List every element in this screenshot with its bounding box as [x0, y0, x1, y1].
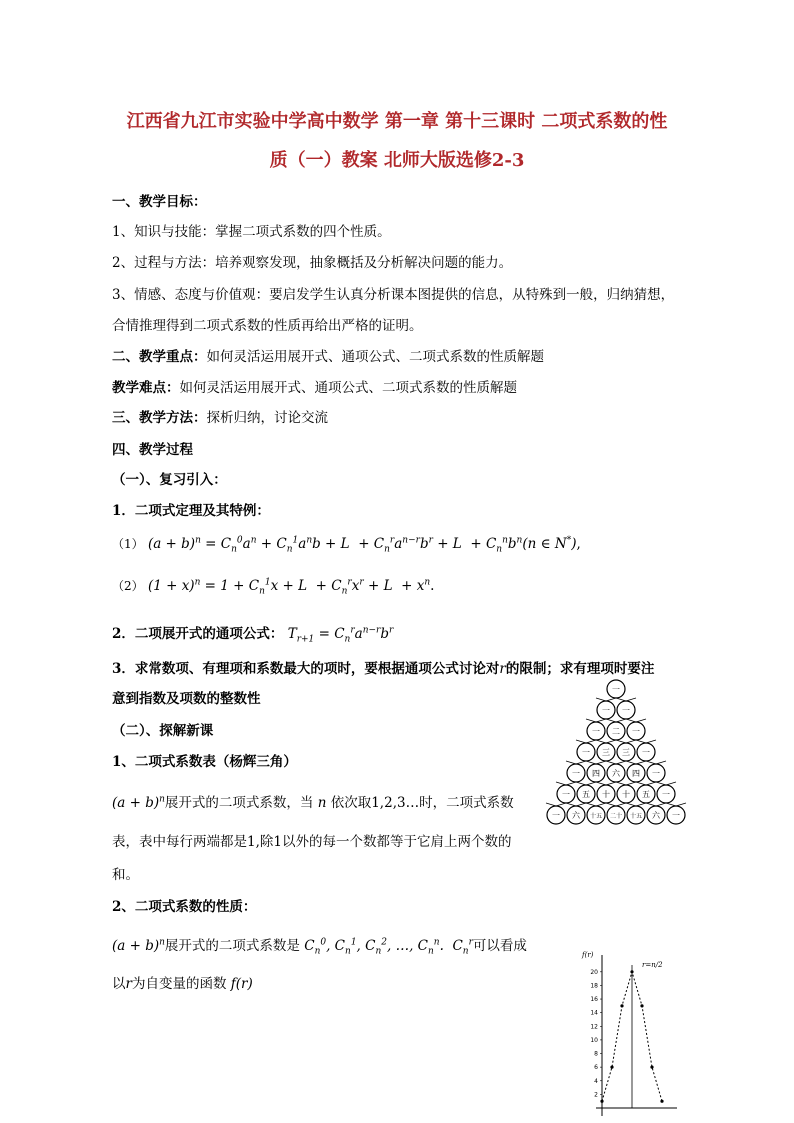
y-tick-label: 8 — [594, 1050, 598, 1058]
y-tick-label: 10 — [590, 1036, 598, 1044]
var-r: r — [125, 976, 132, 992]
goal-3a: 3、情感、态度与价值观：要启发学生认真分析课本图提供的信息，从特殊到一般，归纳猜想， — [112, 287, 675, 303]
method-line — [112, 406, 328, 426]
pascal-node-label: 一 — [672, 811, 680, 820]
goal-2: 2、过程与方法：培养观察发现，抽象概括及分析解决问题的能力。 — [112, 255, 513, 271]
formula-1-label: （1） — [112, 537, 144, 551]
properties-text-1: 展开式的二项式系数是 — [164, 938, 300, 954]
review-heading: （一）、复习引入： — [112, 472, 227, 488]
section-objectives-heading: 一、教学目标： — [112, 194, 207, 210]
yanghui-triangle-image — [545, 677, 687, 837]
properties-para-1 — [112, 934, 527, 957]
pascal-node-label: 一 — [562, 790, 570, 799]
data-point — [600, 1100, 603, 1103]
pascal-node-label: 六 — [612, 769, 620, 778]
data-point — [610, 1066, 613, 1069]
item2-heading: 2．二项展开式的通项公式： — [112, 626, 284, 642]
y-tick-label: 14 — [590, 1009, 598, 1017]
yanghui-para-3: 和。 — [112, 867, 139, 883]
method-text: 探析归纳，讨论交流 — [206, 410, 328, 426]
pascal-node-label: 五 — [642, 790, 650, 799]
difficulty-text: 如何灵活运用展开式、通项公式、二项式系数的性质解题 — [179, 380, 517, 396]
pascal-node-label: 四 — [632, 769, 640, 778]
pascal-node-label: 六 — [572, 811, 580, 820]
yanghui-text-5: ,除 — [255, 834, 274, 850]
item3-var-r: r — [499, 661, 506, 677]
pascal-node-label: 一 — [662, 790, 670, 799]
properties-heading: 2、二项式系数的性质： — [112, 899, 257, 915]
item3-text-a-end: 的限制；求有理项时要注 — [505, 661, 655, 677]
pascal-node-label: 三 — [622, 748, 630, 757]
yanghui-text-1: 展开式的二项式系数，当 — [164, 795, 314, 811]
y-tick-label: 12 — [590, 1023, 598, 1031]
yanghui-text-2: 依次取 — [330, 795, 372, 811]
binomial-expr-2: $(a + b)^n$ — [112, 937, 165, 954]
key-point-heading: 二、教学重点： — [112, 349, 207, 365]
pascal-node-label: 一 — [602, 706, 610, 715]
process-heading: 四、教学过程 — [112, 442, 193, 458]
function-fr: f(r) — [230, 976, 253, 992]
pascal-node-label: 三 — [602, 748, 610, 757]
coefficient-list: $C_n^0$, $C_n^1$, $C_n^2$, …, $C_n^n$. $C_n^r$ — [304, 937, 473, 957]
item1-heading: 1．二项式定理及其特例： — [112, 503, 270, 519]
pascal-node-label: 一 — [592, 727, 600, 736]
properties-text-4: 为自变量的函数 — [131, 976, 227, 992]
yanghui-text-4: 表，表中每行两端都是 — [112, 834, 247, 850]
pascal-node-label: 五 — [582, 790, 590, 799]
num-one-a: 1 — [247, 834, 256, 850]
values-123: 1,2,3 — [371, 795, 406, 811]
yanghui-para-2 — [112, 830, 511, 850]
yanghui-text-3: …时，二项式系数 — [405, 795, 514, 811]
formula-2-expr: $(1 + x)^n = 1 + C_n^1x + L + C_n^rx^r + L + x^n$ — [147, 577, 431, 597]
pascal-node-label: 一 — [622, 706, 630, 715]
y-axis-label: f(r) — [582, 951, 594, 959]
pascal-node-label: 六 — [652, 811, 660, 820]
symmetry-annotation: r=n/2 — [642, 961, 663, 969]
y-tick-label: 4 — [594, 1077, 598, 1085]
pascal-node-label: 十五 — [629, 813, 643, 820]
item3-line-b: 意到指数及项数的整数性 — [112, 691, 261, 707]
pascal-node-label: 一 — [582, 748, 590, 757]
formula-2: （2） $(1 + x)^n = 1 + C_n^1x + L + C_n^rx^r + L + x^n$. — [112, 577, 435, 597]
binomial-expr: $(a + b)^n$ — [112, 794, 165, 811]
properties-text-3: 以 — [112, 976, 126, 992]
key-point-text: 如何灵活运用展开式、通项公式、二项式系数的性质解题 — [206, 349, 544, 365]
difficulty-line — [112, 376, 517, 396]
explore-heading: （二）、探解新课 — [112, 723, 214, 739]
pascal-node-label: 二十 — [609, 813, 623, 820]
doc-title-line2: 质（一）教案 北师大版选修2-3 — [269, 150, 525, 171]
pascal-node-label: 十五 — [589, 813, 603, 820]
pascal-node-label: 一 — [632, 727, 640, 736]
goal-3b: 合情推理得到二项式系数的性质再给出严格的证明。 — [112, 318, 423, 334]
pascal-node-label: 一 — [572, 769, 580, 778]
y-tick-label: 20 — [590, 968, 598, 976]
pascal-node-label: 一 — [642, 748, 650, 757]
general-term-formula: $T_{r+1} = C_n^ra^{n-r}b^r$ — [287, 625, 394, 645]
pascal-node-label: 一 — [652, 769, 660, 778]
method-heading: 三、教学方法： — [112, 410, 207, 426]
y-tick-label: 16 — [590, 996, 598, 1004]
y-tick-label: 6 — [594, 1064, 598, 1072]
yanghui-text-6: 以外的每一个数都等于它肩上两个数的 — [281, 834, 512, 850]
yanghui-heading: 1、二项式系数表（杨辉三角） — [112, 754, 297, 770]
item2-line — [112, 622, 393, 645]
pascal-node-label: 二 — [612, 727, 620, 736]
properties-para-2 — [112, 972, 253, 992]
y-tick-label: 18 — [590, 982, 598, 990]
pascal-node-label: 十 — [622, 790, 630, 799]
pascal-node-label: 四 — [592, 769, 600, 778]
key-point-line — [112, 345, 544, 365]
binomial-coefficient-chart — [572, 943, 682, 1121]
yanghui-para-1 — [112, 791, 514, 811]
pascal-node-label: 十 — [602, 790, 610, 799]
data-point — [650, 1066, 653, 1069]
y-tick-label: 2 — [594, 1091, 598, 1099]
goal-1: 1、知识与技能：掌握二项式系数的四个性质。 — [112, 224, 391, 240]
formula-2-label: （2） — [112, 579, 144, 593]
formula-1-expr: $(a + b)^n = C_n^0a^n + C_n^1a^nb + L + C_n^ra^{n-r}b^r + L + C_n^nb^n(n$ ∈ N*) — [147, 535, 577, 555]
data-point — [660, 1100, 663, 1103]
difficulty-heading: 教学难点： — [112, 380, 180, 396]
formula-1: （1） $(a + b)^n = C_n^0a^n + C_n^1a^nb + L + C_n^ra^{n-r}b^r + L + C_n^nb^n(n$ ∈ N*), — [112, 535, 581, 555]
pascal-node-label: 一 — [552, 811, 560, 820]
data-point — [640, 1004, 643, 1007]
data-point — [620, 1004, 623, 1007]
item3-line-a — [112, 657, 654, 677]
num-one-b: 1 — [273, 834, 282, 850]
item3-text-a: 3．求常数项、有理项和系数最大的项时，要根据通项公式讨论对 — [112, 661, 500, 677]
doc-title-line1: 江西省九江市实验中学高中数学 第一章 第十三课时 二项式系数的性 — [126, 111, 668, 132]
properties-text-2: 可以看成 — [472, 938, 527, 954]
pascal-node-label: 一 — [612, 685, 620, 694]
var-n: n — [317, 795, 327, 811]
